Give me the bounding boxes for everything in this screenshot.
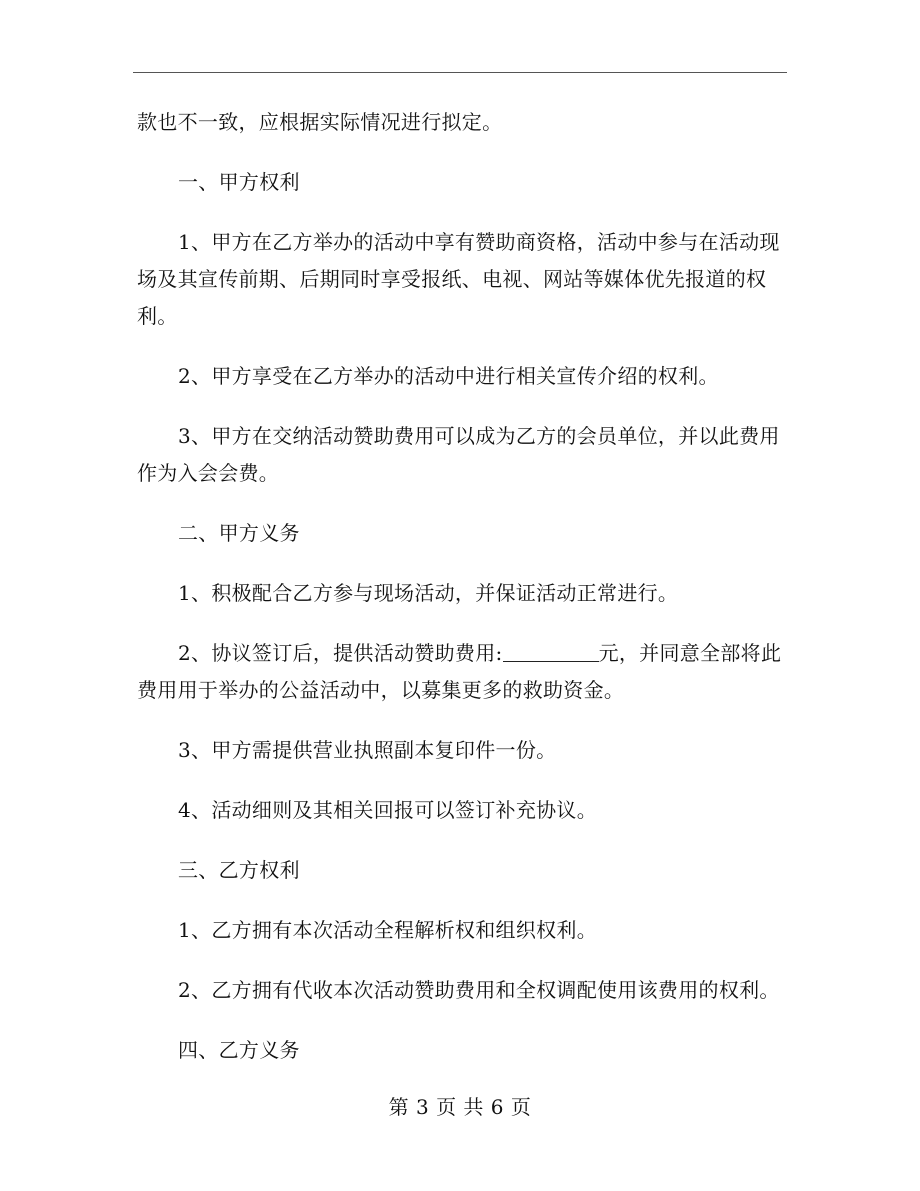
section-heading-party-a-rights: 一、甲方权利 xyxy=(178,170,300,194)
document-body xyxy=(137,104,789,1092)
header-rule xyxy=(133,72,787,73)
page-footer: 第 3 页 共 6 页 xyxy=(388,1095,532,1119)
section-heading-party-a-obligations: 二、甲方义务 xyxy=(178,521,300,545)
continuation-paragraph: 款也不一致，应根据实际情况进行拟定。 xyxy=(137,110,503,134)
clause-a-rights-3: 3、甲方在交纳活动赞助费用可以成为乙方的会员单位，并以此费用作为入会会费。 xyxy=(137,424,780,485)
clause-a-obligations-4: 4、活动细则及其相关回报可以签订补充协议。 xyxy=(178,798,598,822)
clause-b-rights-2: 2、乙方拥有代收本次活动赞助费用和全权调配使用该费用的权利。 xyxy=(178,978,780,1002)
clause-a-rights-1: 1、甲方在乙方举办的活动中享有赞助商资格，活动中参与在活动现场及其宣传前期、后期同时享受报纸、电视、网站等媒体优先报道的权利。 xyxy=(137,230,780,328)
section-heading-party-b-obligations: 四、乙方义务 xyxy=(178,1038,300,1062)
clause-a-rights-2: 2、甲方享受在乙方举办的活动中进行相关宣传介绍的权利。 xyxy=(178,364,719,388)
clause-b-rights-1: 1、乙方拥有本次活动全程解析权和组织权利。 xyxy=(178,918,598,942)
fee-amount-blank xyxy=(503,641,599,662)
clause-a-obligations-3: 3、甲方需提供营业执照副本复印件一份。 xyxy=(178,738,557,762)
clause-a-obligations-1: 1、积极配合乙方参与现场活动，并保证活动正常进行。 xyxy=(178,581,679,605)
fee-clause-after: 元，并同意全部将此费用用于举办的公益活动中，以募集更多的救助资金。 xyxy=(137,641,782,702)
fee-clause-before: 2、协议签订后，提供活动赞助费用: xyxy=(178,641,503,665)
clause-a-obligations-2 xyxy=(137,635,789,709)
section-heading-party-b-rights: 三、乙方权利 xyxy=(178,858,300,882)
